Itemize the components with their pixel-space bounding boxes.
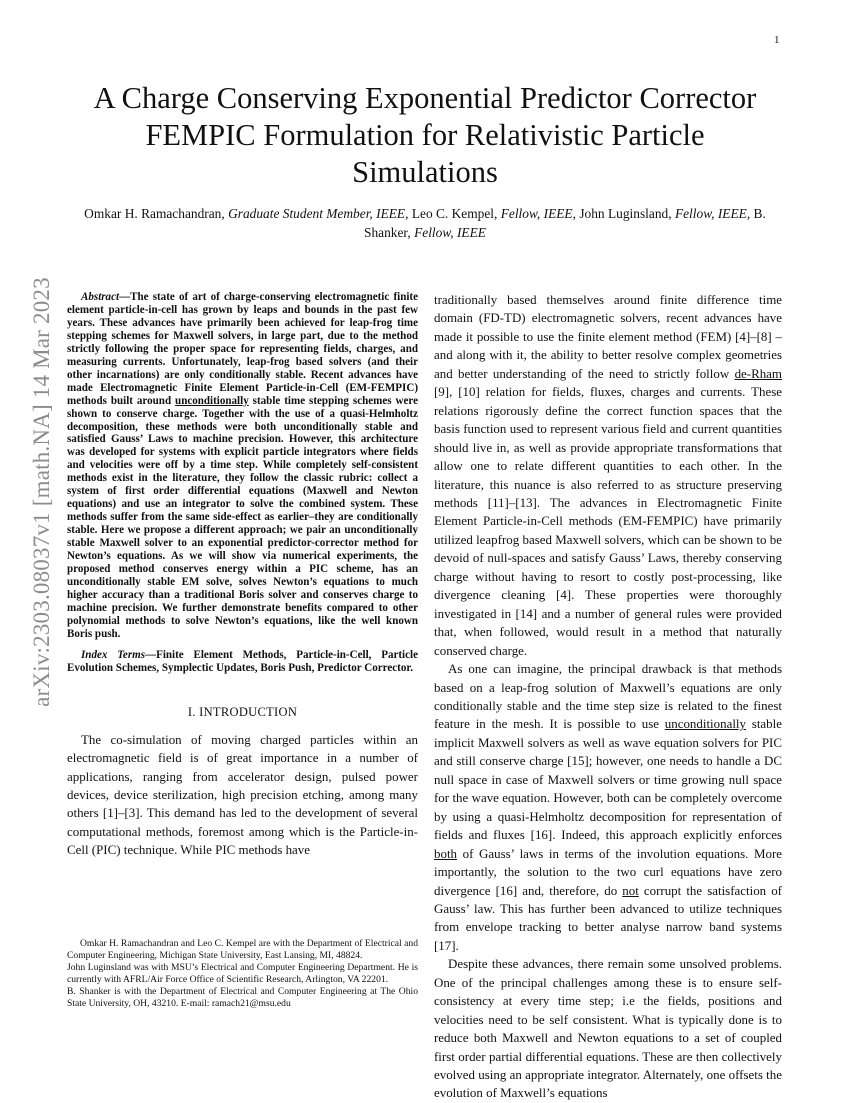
index-terms-text: Finite Element Methods, Particle-in-Cell, Particle Evolution Schemes, Symplectic Updates, Boris Push, Predictor Corrector. <box>67 648 418 674</box>
right-column <box>434 291 782 1103</box>
paper-title: A Charge Conserving Exponential Predictor Corrector FEMPIC Formulation for Relativistic Particle Simulations <box>93 81 757 189</box>
text-run: traditionally based themselves around finite difference time domain (FD-TD) electromagnetic solvers, recent advances have made it possible to use the finite element method (FEM) [4]–[8] – and along with it, the ability to better resolve complex geometries and better understanding of the need to strictly follow <box>434 292 782 381</box>
abstract-text-1: The state of art of charge-conserving electromagnetic finite element particle-in-cell has grown by leaps and bounds in the past few years. These advances have primarily been achieved for leap-frog time stepping schemes for Maxwell solvers, in large part, due to the method strictly following the proper space for representing fields, charges, and measuring currents. Unfortunately, leap-frog based solvers (and their other incarnations) are only conditionally stable. Recent advances have made Electromagnetic Finite Element Particle-in-Cell (EM-FEMPIC) methods built around <box>67 291 418 407</box>
emphasis-text: unconditionally <box>664 716 746 732</box>
abstract-text-2: stable time stepping schemes were shown to conserve charge. Together with the use of a quasi-Helmholtz decomposition, these methods were both unconditionally stable and satisfied Gauss’ Laws to machine precision. However, this architecture was developed for systems with explicit particle integrators where fields and velocities were off by a time step. While completely self-consistent methods exist in the literature, they follow the classic rubric: collect a system of first order differential equations (Maxwell and Newton equations) and use an integrator to solve the combined system. These methods suffer from the same side-effect as earlier–they are conditionally stable. Here we propose a different approach; we pair an unconditionally stable Maxwell solver to an exponential predictor-corrector method for Newton’s equations. As we will show via numerical experiments, the proposed method conserves energy within a PIC scheme, has an unconditionally stable EM solve, solves Newton’s equations to much higher accuracy than a traditional Boris solver and conserves charge to machine precision. We further demonstrate benefits compared to other polynomial methods to solve Newton’s equations, like the well known Boris push. <box>67 394 419 640</box>
emphasis-text: both <box>434 845 458 861</box>
text-run: of Gauss’ laws in terms of the involution equations. More importantly, the solution to the two curl equations have zero divergence [16] and, therefore, do <box>434 845 782 898</box>
index-terms-label: Index Terms <box>81 648 146 661</box>
left-column <box>67 291 418 860</box>
emphasis-text: de-Rham <box>734 365 782 381</box>
abstract-emphasis: unconditionally <box>175 394 249 407</box>
index-terms-dash: — <box>145 648 157 661</box>
author-list <box>60 204 790 242</box>
author-name: B. Shanker, <box>364 206 766 240</box>
body-paragraph <box>434 291 782 660</box>
author-name: Omkar H. Ramachandran, <box>84 206 225 221</box>
abstract <box>67 291 418 641</box>
body-paragraph: Despite these advances, there remain some unsolved problems. One of the principal challenges among these is to ensure self-consistency at every time step; i.e the fields, positions and velocities need to be self consistent. What is typically done is to reduce both Maxwell and Newton equations to a set of coupled first order partial differential equations. These are then collectively evolved using an appropriate integrator. Alternately, one offsets the evolution of Maxwell’s equations <box>434 956 782 1101</box>
text-run: As one can imagine, the principal drawback is that methods based on a leap-frog solution of Maxwell’s equations are only conditionally stable and the time step size is related to the finest feature in the mesh. It is possible to use <box>434 661 782 732</box>
body-paragraph <box>434 660 782 955</box>
author-role: Fellow, IEEE <box>414 225 486 240</box>
footnote-affiliation-3: B. Shanker is with the Department of Electrical and Computer Engineering at The Ohio State University, OH, 43210. E-mail: ramach21@msu.edu <box>67 985 418 1009</box>
author-role: Graduate Student Member, IEEE, <box>228 206 409 221</box>
text-run: stable implicit Maxwell solvers as well as wave equation solvers for PIC and still conserve charge [15]; however, one needs to handle a DC null space in case of Maxwell solvers or time growing null space for the wave equation. However, both can be completely overcome by using a quasi-Helmholtz decomposition for representation of fields and fluxes [16]. Indeed, this approach explicitly enforces <box>434 716 782 843</box>
abstract-dash: — <box>119 291 131 303</box>
footnote-affiliation-1: Omkar H. Ramachandran and Leo C. Kempel are with the Department of Electrical and Computer Engineering, Michigan State University, East Lansing, MI, 48824. <box>67 938 418 961</box>
author-role: Fellow, IEEE, <box>674 206 751 221</box>
arxiv-identifier[interactable]: arXiv:2303.08037v1 [math.NA] 14 Mar 2023 <box>29 277 54 707</box>
footnote-affiliation-2: John Luginsland was with MSU’s Electrical and Computer Engineering Department. He is currently with AFRL/Air Force Office of Scientific Research, Arlington, VA 22201. <box>67 961 418 985</box>
emphasis-text: not <box>622 882 639 898</box>
text-run: corrupt the satisfaction of Gauss’ law. This has further been advanced to utilize techniques from envelope tracking to better analyse narrow band systems [17]. <box>434 882 782 953</box>
intro-paragraph: The co-simulation of moving charged particles within an electromagnetic field is of great importance in a number of applications, ranging from accelerator design, pulsed power devices, device sterilization, high precision etching, among many others [1]–[3]. This demand has led to the development of several computational methods, foremost among which is the Particle-in-Cell (PIC) technique. While PIC methods have <box>67 731 418 858</box>
footnotes <box>67 938 418 1010</box>
text-run: [9], [10] relation for fields, fluxes, charges and currents. These relations rigorously define the correct function spaces that the basis function used to represent various field and current quantities should live in, as well as provide appropriate transformations that allow one to relate different quantities to each other. In the literature, this nuance is also referred to as structure preserving methods [11]–[13]. The advances in Electromagnetic Finite Element Particle-in-Cell methods (EM-FEMPIC) have primarily utilized leapfrog based Maxwell solvers, which can be shown to be devoid of null-spaces and satisfy Gauss’ Laws, thereby conserving charge without having to resort to costly post-processing, like divergence cleaning [4]. These properties were thoroughly investigated in [14] and a number of general rules were provided that, when followed, would result in a method that naturally conserved charge. <box>434 384 782 658</box>
index-terms <box>67 649 418 675</box>
section-heading-introduction: I. INTRODUCTION <box>187 704 298 719</box>
page-number: 1 <box>774 34 780 46</box>
author-name: Leo C. Kempel, <box>411 206 498 221</box>
author-name: John Luginsland, <box>579 206 672 221</box>
author-role: Fellow, IEEE, <box>500 206 576 221</box>
abstract-label: Abstract <box>81 291 120 303</box>
